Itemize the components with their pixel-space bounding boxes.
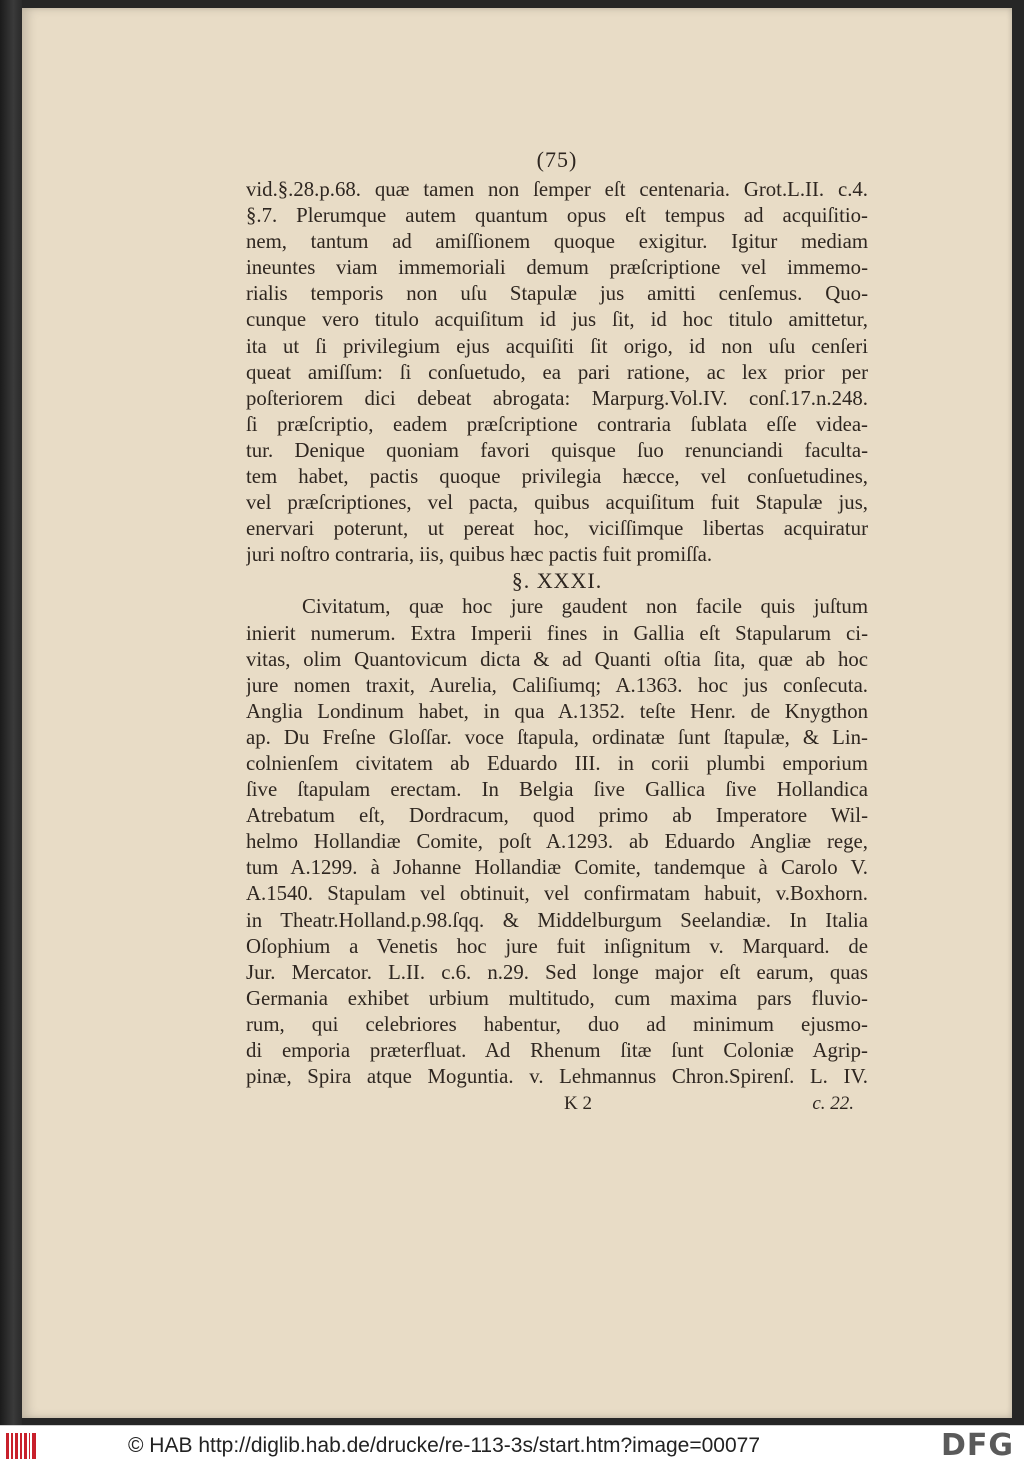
text-line: ſive ſtapulam erectam. In Belgia ſive Gallica ſive Hollandica	[246, 778, 868, 802]
text-line: Atrebatum eſt, Dordracum, quod primo ab Imperatore Wil-	[246, 804, 868, 828]
text-line: vid.§.28.p.68. quæ tamen non ſemper eſt centenaria. Grot.L.II. c.4.	[246, 178, 868, 201]
text-line: Germania exhibet urbium multitudo, cum maxima pars fluvio-	[246, 986, 868, 1010]
text-line: helmo Hollandiæ Comite, poſt A.1293. ab Eduardo Angliæ rege,	[246, 830, 868, 854]
catchword: c. 22.	[812, 1093, 854, 1115]
text-line: rum, qui celebriores habentur, duo ad minimum ejusmo-	[246, 1012, 868, 1036]
signature-mark: K 2	[564, 1093, 592, 1115]
text-line: Civitatum, quæ hoc jure gaudent non facile quis juſtum	[302, 595, 868, 619]
dfg-logo: DFG	[940, 1428, 1014, 1463]
text-line: inierit numerum. Extra Imperii fines in Gallia eſt Stapularum ci-	[246, 621, 868, 645]
text-line: Anglia Londinum habet, in qua A.1352. teſte Henr. de Knygthon	[246, 699, 868, 723]
text-line: ita ut ſi privilegium ejus acquiſiti ſit origo, id non uſu cenſeri	[246, 334, 868, 358]
text-line: pinæ, Spira atque Moguntia. v. Lehmannus Chron.Spirenſ. L. IV.	[246, 1065, 868, 1089]
text-line: nem, tantum ad amiſſionem quoque exigitur. Igitur mediam	[246, 230, 868, 254]
text-line: enervari poterunt, ut pereat hoc, viciſſimque libertas acquiratur	[246, 517, 868, 541]
text-line: rialis temporis non uſu Stapulæ jus amitti cenſemus. Quo-	[246, 282, 868, 306]
text-line: Jur. Mercator. L.II. c.6. n.29. Sed longe major eſt earum, quas	[246, 960, 868, 984]
footer-bar	[0, 1425, 1024, 1466]
text-line: in Theatr.Holland.p.98.ſqq. & Middelburgum Seelandiæ. In Italia	[246, 908, 868, 932]
paragraph-after-section	[246, 594, 868, 1090]
text-line: poſteriorem dici debeat abrogata: Marpurg.Vol.IV. conſ.17.n.248.	[246, 386, 868, 410]
text-line: colnienſem civitatem ab Eduardo III. in corii plumbi emporium	[246, 751, 868, 775]
text-line: tem habet, pactis quoque privilegia hæcce, vel conſuetudines,	[246, 465, 868, 489]
text-line: queat amiſſum: ſi conſuetudo, ea pari ratione, ac lex prior per	[246, 360, 868, 384]
text-line: juri noſtro contraria, iis, quibus hæc pactis fuit promiſſa.	[246, 543, 713, 567]
page-text-block	[246, 143, 868, 1118]
catchword-row	[246, 1090, 868, 1118]
barcode-icon	[6, 1433, 36, 1459]
paragraph-before-section	[246, 177, 868, 568]
text-line: tum A.1299. à Johanne Hollandiæ Comite, tandemque à Carolo V.	[246, 856, 868, 880]
text-line: vitas, olim Quantovicum dicta & ad Quanti oſtia ſita, quæ ab hoc	[246, 647, 868, 671]
text-line: A.1540. Stapulam vel obtinuit, vel confirmatam habuit, v.Boxhorn.	[246, 882, 868, 906]
text-line: §.7. Plerumque autem quantum opus eſt tempus ad acquiſitio-	[246, 204, 868, 228]
text-line: Oſophium a Venetis hoc jure fuit inſignitum v. Marquard. de	[246, 934, 868, 958]
text-line: vel præſcriptiones, vel pacta, quibus acquiſitum fuit Stapulæ jus,	[246, 491, 868, 515]
section-heading: §. XXXI.	[511, 568, 603, 594]
book-page	[22, 8, 1012, 1418]
text-line: ap. Du Freſne Gloſſar. voce ſtapula, ordinatæ ſunt ſtapulæ, & Lin-	[246, 725, 868, 749]
text-line: ſi præſcriptio, eadem præſcriptione contraria ſublata eſſe videa-	[246, 412, 868, 436]
book-spine	[0, 0, 22, 1425]
page-number: (75)	[536, 147, 578, 172]
text-line: cunque vero titulo acquiſitum id jus ſit, id hoc titulo amittetur,	[246, 308, 868, 332]
text-line: ineuntes viam immemoriali demum præſcriptione vel immemo-	[246, 256, 868, 280]
text-line: tur. Denique quoniam favori quisque ſuo renunciandi faculta-	[246, 438, 868, 462]
text-line: jure nomen traxit, Aurelia, Caliſiumq; A.1363. hoc jus conſecuta.	[246, 673, 868, 697]
text-line: di emporia præterfluat. Ad Rhenum ſitæ ſunt Coloniæ Agrip-	[246, 1039, 868, 1062]
footer-copyright-link[interactable]: © HAB http://diglib.hab.de/drucke/re-113-3s/start.htm?image=00077	[128, 1434, 761, 1457]
